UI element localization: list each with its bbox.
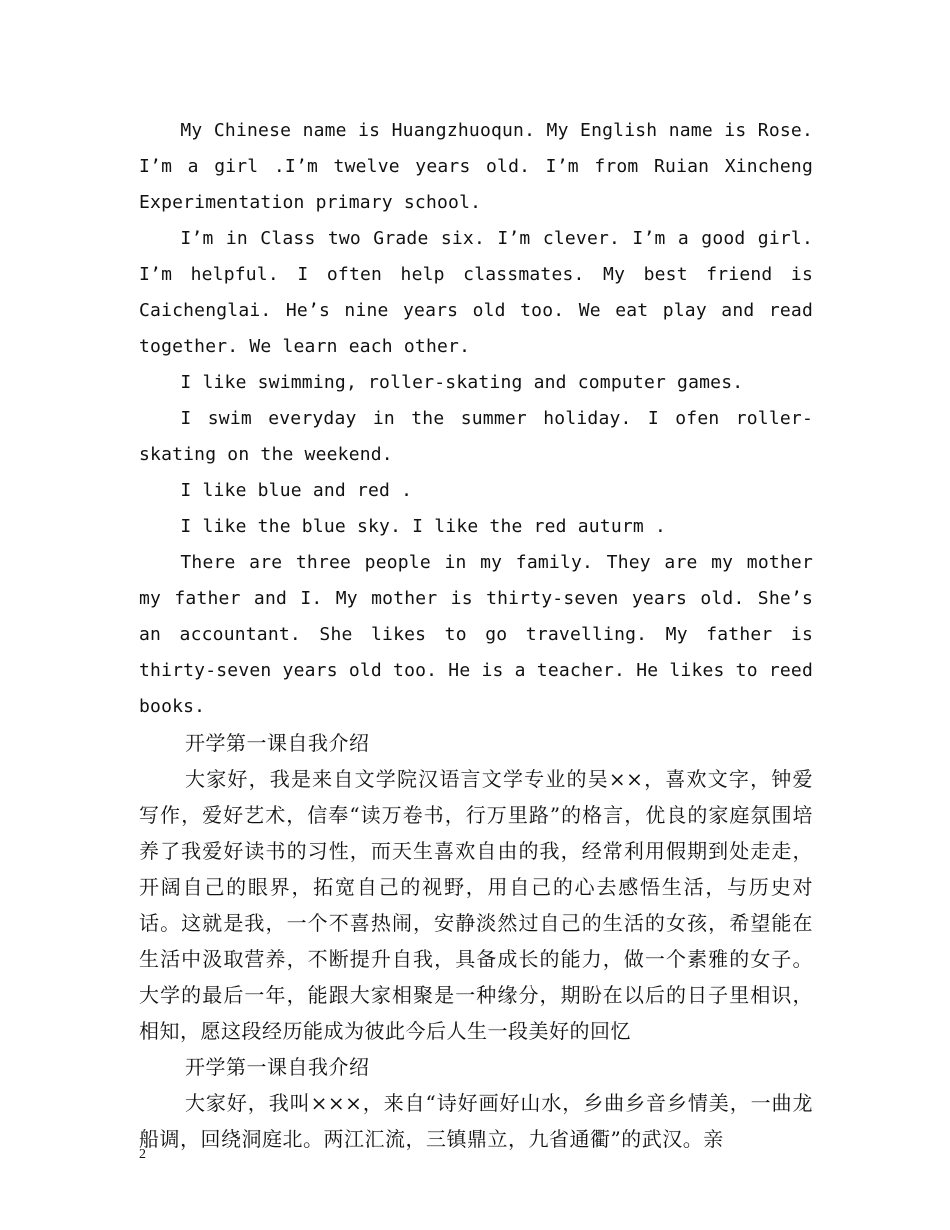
english-paragraph-colors: I like blue and red . bbox=[180, 480, 413, 501]
document-content bbox=[139, 113, 813, 1157]
chinese-section-heading-2: 开学第一课自我介绍 bbox=[185, 1055, 370, 1079]
english-paragraph-activities: I swim everyday in the summer holiday. I ofen roller-skating on the weekend. bbox=[139, 408, 813, 465]
chinese-section-heading-1: 开学第一课自我介绍 bbox=[185, 731, 370, 755]
english-paragraph-family: There are three people in my family. They are my mother my father and I. My mother is thirty-seven years old. She’s an accountant. She likes to go travelling. My father is thirty-seven years old too. He is a teacher. He likes to reed books. bbox=[139, 552, 813, 717]
chinese-section-body-2: 大家好，我叫×××，来自“诗好画好山水，乡曲乡音乡情美，一曲龙船调，回绕洞庭北。两江汇流，三镇鼎立，九省通衢”的武汉。亲 bbox=[139, 1091, 813, 1151]
english-paragraph-sky: I like the blue sky. I like the red auturm . bbox=[180, 516, 667, 537]
english-paragraph-hobbies: I like swimming, roller-skating and computer games. bbox=[180, 372, 744, 393]
english-paragraph-class: I’m in Class two Grade six. I’m clever. I’m a good girl. I’m helpful. I often help classmates. My best friend is Caichenglai. He’s nine years old too. We eat play and read together. We learn each other. bbox=[139, 228, 813, 357]
chinese-section-body-1: 大家好，我是来自文学院汉语言文学专业的吴××，喜欢文字，钟爱写作，爱好艺术，信奉“读万卷书，行万里路”的格言，优良的家庭氛围培养了我爱好读书的习性，而天生喜欢自由的我，经常利用假期到处走走，开阔自己的眼界，拓宽自己的视野，用自己的心去感悟生活，与历史对话。这就是我，一个不喜热闹，安静淡然过自己的生活的女孩，希望能在生活中汲取营养，不断提升自我，具备成长的能力，做一个素雅的女子。大学的最后一年，能跟大家相聚是一种缘分，期盼在以后的日子里相识，相知，愿这段经历能成为彼此今后人生一段美好的回忆 bbox=[139, 767, 813, 1043]
english-paragraph-name: My Chinese name is Huangzhuoqun. My English name is Rose. I’m a girl .I’m twelve years old. I’m from Ruian Xincheng Experimentation primary school. bbox=[139, 120, 813, 213]
page-number: 2 bbox=[139, 1147, 146, 1162]
